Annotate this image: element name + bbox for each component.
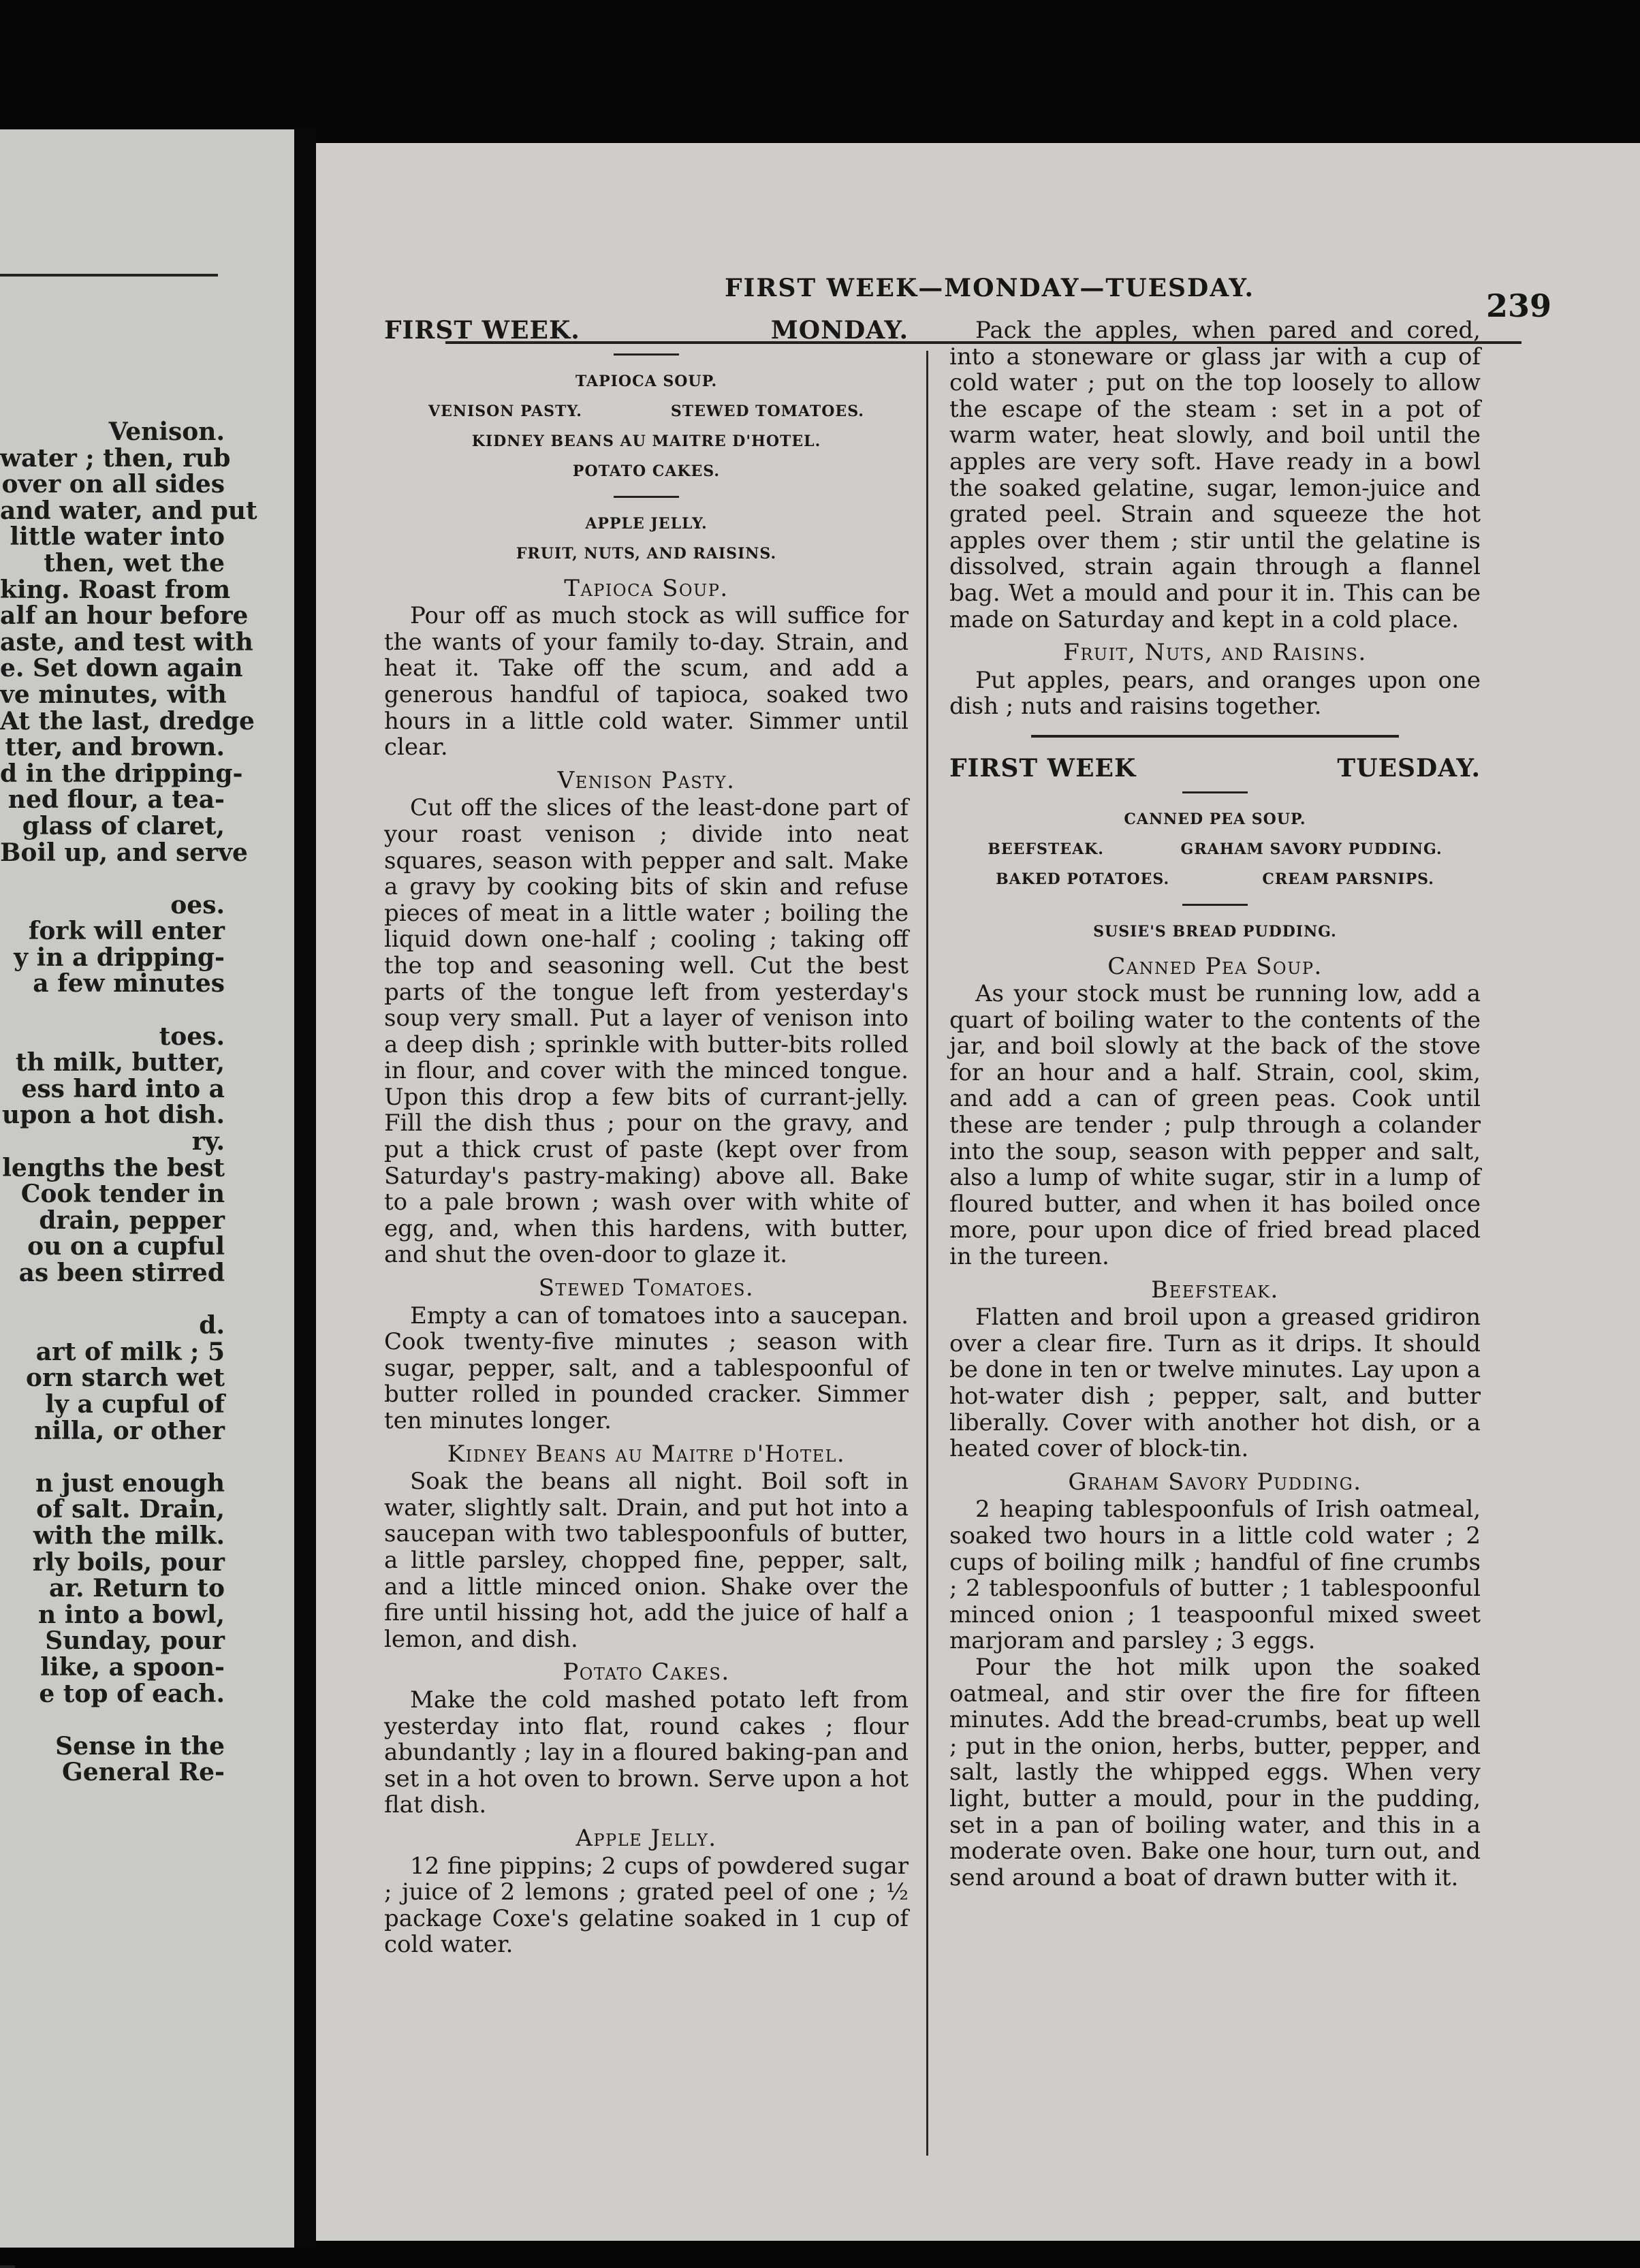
left-page-line: fork will enter	[28, 917, 225, 946]
recipe-body: Cut off the slices of the least-done part of your roast venison ; divide into neat squares, season with pepper and salt. Make a gravy by cooking bits of skin and refuse pieces of meat in a little water ; boiling the liquid down one-half ; cooling ; taking off the top and seasoning well. Cut the best parts of the tongue left from yesterday's soup very small. Put a layer of venison into a deep dish ; sprinkle with butter-bits rolled in flour, and cover with the minced tongue. Upon this drop a few bits of currant-jelly. Fill the dish thus ; pour on the gravy, and put a thick crust of paste (kept over from Saturday's pastry-making) above all. Bake to a pale brown ; wash over with white of egg, and, when this hardens, with butter, and shut the oven-door to glaze it.	[384, 794, 909, 1269]
left-page-line: over on all sides	[1, 470, 225, 499]
left-page-line: upon a hot dish.	[1, 1101, 225, 1130]
recipe-body: Pour off as much stock as will suffice for the wants of your family to-day. Strain, and heat it. Take off the scum, and add a generous handful of tapioca, soaked two hours in a little cold water. Simmer until clear.	[384, 602, 909, 761]
left-page-line: n into a bowl,	[38, 1600, 225, 1629]
tuesday-week-label: FIRST WEEK	[949, 753, 1137, 783]
left-page-line: n just enough	[35, 1468, 225, 1498]
left-page-line: then, wet the	[44, 548, 225, 578]
menu-row	[949, 834, 1481, 864]
recipe-body: Soak the beans all night. Boil soft in water, slightly salt. Drain, and put hot into a saucepan with two tablespoonfuls of butter, a little parsley, chopped fine, pepper, salt, and a little minced onion. Shake over the fire until hissing hot, add the juice of half a lemon, and dish.	[384, 1468, 909, 1653]
menu-item: TAPIOCA SOUP.	[575, 372, 718, 390]
menu-item: STEWED TOMATOES.	[670, 402, 864, 420]
left-page-line: d.	[199, 1311, 225, 1340]
left-page-line: of salt. Drain,	[36, 1495, 225, 1524]
left-page-line: alf an hour before	[0, 601, 249, 631]
recipe-body: 2 heaping tablespoonfuls of Irish oatmeal, soaked two hours in a little cold water ; 2 cups of boiling milk ; handful of fine crumbs ; 2 tablespoonfuls of butter ; 1 tablespoonful minced onion ; 1 teaspoonful mixed sweet marjoram and parsley ; 3 eggs.	[949, 1496, 1481, 1655]
menu-item: SUSIE'S BREAD PUDDING.	[1093, 922, 1337, 941]
monday-heading	[384, 317, 909, 344]
left-page	[0, 129, 294, 2248]
left-page-line: y in a dripping-	[14, 943, 225, 972]
page-number: 239	[1485, 287, 1551, 324]
recipe-title: Potato Cakes.	[563, 1658, 730, 1686]
menu-item: FRUIT, NUTS, AND RAISINS.	[516, 544, 777, 563]
left-page-line: ou on a cupful	[27, 1232, 225, 1261]
recipe-title: Graham Savory Pudding.	[1068, 1468, 1362, 1496]
tuesday-menu	[949, 804, 1481, 947]
menu-row	[949, 864, 1481, 894]
left-page-line: ly a cupful of	[45, 1389, 225, 1419]
recipe-body: 12 fine pippins; 2 cups of powdered sugar ; juice of 2 lemons ; grated peel of one ; ½ package Coxe's gelatine soaked in 1 cup of cold water.	[384, 1852, 909, 1959]
left-page-line: th milk, butter,	[15, 1048, 225, 1077]
left-page-line: ess hard into a	[21, 1074, 225, 1103]
left-page-line: little water into	[10, 522, 225, 552]
recipe-body: Make the cold mashed potato left from yesterday into flat, round cakes ; flour abundantly ; lay in a floured baking-pan and set in a hot oven to brown. Serve upon a hot flat dish.	[384, 1686, 909, 1819]
left-page-line: lengths the best	[2, 1153, 225, 1182]
left-page-line: ve minutes, with	[0, 680, 227, 709]
menu-item: CANNED PEA SOUP.	[1124, 810, 1306, 828]
menu-item: POTATO CAKES.	[572, 462, 721, 480]
left-page-line: e top of each.	[39, 1679, 225, 1708]
recipe-title: Apple Jelly.	[575, 1824, 717, 1852]
left-footer-rule	[0, 2265, 15, 2268]
recipe-title: Fruit, Nuts, and Raisins.	[1063, 639, 1367, 667]
left-page-line: a few minutes	[33, 969, 225, 998]
left-page-text	[0, 418, 257, 1787]
left-page-line: d in the dripping-	[0, 759, 243, 788]
left-page-line: and water, and put	[0, 496, 257, 525]
left-page-line: ar. Return to	[49, 1574, 225, 1603]
left-page-line: aste, and test with	[0, 627, 253, 657]
left-page-line: Cook tender in	[20, 1180, 225, 1209]
recipe-body: Put apples, pears, and oranges upon one dish ; nuts and raisins together.	[949, 666, 1481, 721]
left-page-line: rly boils, pour	[32, 1547, 225, 1577]
monday-week-label: FIRST WEEK.	[384, 316, 580, 345]
left-page-line: oes.	[170, 890, 225, 919]
tuesday-heading	[949, 755, 1481, 782]
menu-item: CREAM PARSNIPS.	[1262, 870, 1434, 888]
left-page-line: ry.	[191, 1127, 225, 1156]
left-page-line	[0, 866, 225, 892]
left-page-line: with the milk.	[33, 1521, 225, 1550]
left-page-line: water ; then, rub	[0, 443, 231, 473]
section-rule	[1031, 735, 1399, 738]
left-page-line: like, a spoon-	[40, 1652, 225, 1682]
left-page-line: art of milk ; 5	[35, 1337, 225, 1366]
menu-item: BEEFSTEAK.	[988, 840, 1104, 858]
left-page-line: Venison.	[108, 418, 225, 446]
recipe-title: Venison Pasty.	[557, 766, 736, 794]
left-header-rule	[0, 274, 218, 277]
left-page-line: king. Roast from	[0, 575, 231, 604]
right-column	[949, 317, 1481, 1891]
left-page-line: ned flour, a tea-	[7, 785, 225, 815]
left-page-line: nilla, or other	[34, 1416, 225, 1445]
menu-item: BAKED POTATOES.	[996, 870, 1170, 888]
left-page-line: Sunday, pour	[45, 1626, 225, 1656]
left-column	[384, 317, 909, 1958]
left-page-line: e. Set down again	[0, 654, 243, 683]
menu-item: KIDNEY BEANS AU MAITRE D'HOTEL.	[471, 432, 821, 450]
recipe-title: Kidney Beans au Maitre d'Hotel.	[447, 1440, 846, 1468]
menu-item: APPLE JELLY.	[585, 514, 708, 533]
column-divider	[926, 351, 928, 2156]
recipe-title: Beefsteak.	[1151, 1276, 1279, 1304]
recipe-body: Flatten and broil upon a greased gridiron over a clear fire. Turn as it drips. It should be done in ten or twelve minutes. Lay upon a hot-water dish ; pepper, salt, and butter liberally. Cover with another hot dish, or a heated cover of block-tin.	[949, 1304, 1481, 1463]
recipe-title: Stewed Tomatoes.	[538, 1274, 755, 1302]
menu-rule	[614, 496, 679, 498]
right-page	[316, 143, 1640, 2241]
left-page-line: Sense in the	[55, 1731, 225, 1761]
menu-rule	[1182, 904, 1248, 906]
left-page-line: toes.	[159, 1022, 225, 1051]
left-page-line	[0, 1707, 225, 1733]
left-page-line	[0, 997, 225, 1024]
left-page-line: drain, pepper	[39, 1206, 225, 1235]
left-page-line: At the last, dredge	[0, 706, 255, 736]
recipe-body: As your stock must be running low, add a quart of boiling water to the contents of the jar, and boil slowly at the back of the stove for an hour and a half. Strain, cool, skim, and add a can of green peas. Cook until these are tender ; pulp through a colander into the soup, season with pepper and salt, also a lump of white sugar, stir in a lump of floured butter, and when it has boiled once more, pour upon dice of fried bread placed in the tureen.	[949, 980, 1481, 1271]
recipe-title: Canned Pea Soup.	[1107, 952, 1323, 980]
left-page-line	[0, 1444, 225, 1470]
left-page-line	[0, 1287, 225, 1313]
menu-rule	[1182, 791, 1248, 793]
monday-day-label: MONDAY.	[770, 316, 909, 345]
book-gutter	[294, 129, 316, 2248]
left-page-line: Boil up, and serve	[0, 838, 248, 867]
menu-item: GRAHAM SAVORY PUDDING.	[1180, 840, 1442, 858]
left-page-line: tter, and brown.	[5, 733, 225, 762]
left-page-line: orn starch wet	[25, 1364, 225, 1393]
left-page-line: General Re-	[62, 1758, 225, 1787]
recipe-body: Pack the apples, when pared and cored, into a stoneware or glass jar with a cup of cold water ; put on the top loosely to allow the escape of the steam : set in a pot of warm water, heat slowly, and boil until the apples are very soft. Have ready in a bowl the soaked gelatine, sugar, lemon-juice and grated peel. Strain and squeeze the hot apples over them ; stir until the gelatine is dissolved, strain again through a flannel bag. Wet a mould and pour it in. This can be made on Saturday and kept in a cold place.	[949, 317, 1481, 633]
running-header: FIRST WEEK—MONDAY—TUESDAY.	[725, 274, 1255, 302]
menu-row	[384, 396, 909, 426]
monday-menu	[384, 366, 909, 569]
recipe-body: Empty a can of tomatoes into a saucepan. Cook twenty-five minutes ; season with sugar, pepper, salt, and a tablespoonful of butter rolled in pounded cracker. Simmer ten minutes longer.	[384, 1302, 909, 1434]
left-page-line: glass of claret,	[22, 811, 225, 840]
menu-rule	[614, 353, 679, 356]
menu-item: VENISON PASTY.	[428, 402, 582, 420]
recipe-title: Tapioca Soup.	[564, 574, 729, 602]
recipe-body: Pour the hot milk upon the soaked oatmeal, and stir over the fire for fifteen minutes. Add the bread-crumbs, beat up well ; put in the onion, herbs, butter, pepper, and salt, lastly the whipped eggs. When very light, butter a mould, pour in the pudding, set in a pan of boiling water, and this in a moderate oven. Bake one hour, turn out, and send around a boat of drawn butter with it.	[949, 1653, 1481, 1891]
left-page-line: as been stirred	[18, 1259, 225, 1287]
tuesday-day-label: TUESDAY.	[1337, 753, 1481, 783]
